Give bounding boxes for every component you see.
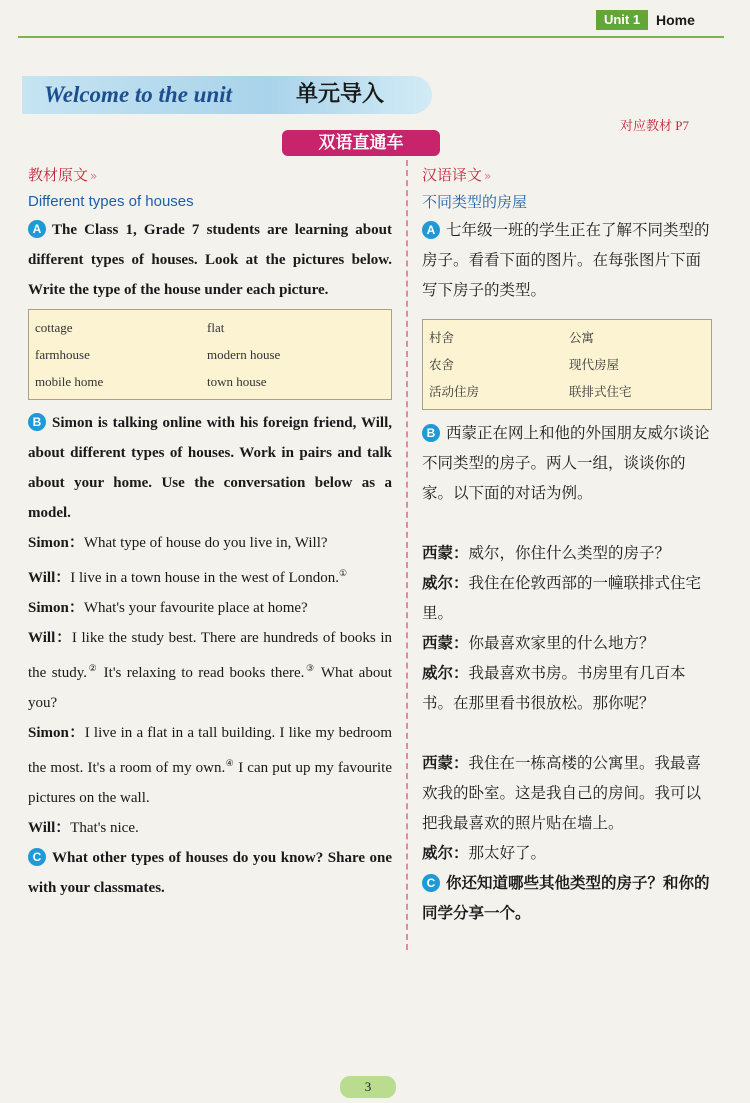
chinese-column — [422, 160, 712, 928]
line-text: I like the study best. There are hundreds of books in the study. — [28, 630, 392, 681]
speaker: Will： — [28, 570, 71, 586]
dialogue-line — [422, 568, 712, 628]
title-english: Welcome to the unit — [44, 82, 233, 107]
line-text: 我最喜欢书房。书房里有几百本书。在那里看书很放松。那你呢？ — [422, 664, 686, 712]
dialogue-line — [28, 593, 392, 623]
dialogue-line — [422, 628, 712, 658]
page-number: 3 — [340, 1076, 396, 1098]
letter-a-icon: A — [422, 221, 440, 239]
vocab-box-chinese — [422, 319, 712, 410]
line-text: What about you? — [28, 665, 393, 711]
note-marker: ② — [86, 663, 99, 673]
note-marker: ① — [338, 568, 348, 578]
line-text: I can put up my favourite pictures on the wall. — [28, 760, 393, 806]
dialogue-line — [28, 558, 392, 593]
dialogue-line — [422, 838, 712, 868]
task-c-text: What other types of houses do you know? Share one with your classmates. — [28, 850, 392, 896]
section-heading-original — [28, 162, 392, 189]
letter-b-icon: B — [28, 413, 46, 431]
vocab-item: flat — [207, 320, 225, 335]
dialogue-line — [28, 718, 392, 813]
line-text: 那太好了。 — [468, 844, 547, 862]
speaker: 威尔： — [422, 664, 469, 682]
task-a-english — [28, 215, 392, 305]
task-b-text: Simon is talking online with his foreign friend, Will, about different types of houses. Work in pairs and talk about your home. Use the conversation below as a model. — [28, 415, 392, 521]
speaker: 西蒙： — [422, 634, 469, 652]
bilingual-pill: 双语直通车 — [282, 130, 440, 156]
textbook-reference: 对应教材 P7 — [620, 118, 689, 133]
title-chinese: 单元导入 — [296, 82, 385, 107]
subtitle-chinese: 不同类型的房屋 — [422, 193, 528, 211]
speaker: Simon： — [28, 535, 84, 551]
subtitle-english: Different types of houses — [28, 193, 194, 210]
vocab-item: 联排式住宅 — [569, 384, 632, 399]
speaker: Will： — [28, 630, 72, 646]
task-c-text: 你还知道哪些其他类型的房子？和你的同学分享一个。 — [422, 874, 710, 922]
speaker: Simon： — [28, 725, 85, 741]
english-column — [28, 160, 392, 903]
line-text: 我住在伦敦西部的一幢联排式住宅里。 — [422, 574, 702, 622]
line-text: 我住在一栋高楼的公寓里。我最喜欢我的卧室。这是我自己的房间。我可以把我最喜欢的照片贴在墙上。 — [422, 754, 702, 832]
line-text: What type of house do you live in, Will? — [83, 535, 328, 551]
vocab-item: mobile home — [35, 374, 104, 389]
line-text: It's relaxing to read books there. — [103, 665, 305, 681]
speaker: Will： — [28, 820, 71, 836]
task-b-text: 西蒙正在网上和他的外国朋友威尔谈论不同类型的房子。两人一组，谈谈你的家。以下面的对话为例。 — [422, 424, 710, 502]
task-b-english — [28, 408, 392, 528]
section-heading-text: 汉语译文 — [422, 166, 483, 184]
letter-b-icon: B — [422, 424, 440, 442]
vocab-item: cottage — [35, 320, 73, 335]
section-heading-text: 教材原文 — [28, 166, 89, 184]
dialogue-line — [422, 658, 712, 718]
line-text: 你最喜欢家里的什么地方？ — [468, 634, 655, 652]
speaker: 西蒙： — [422, 754, 469, 772]
letter-c-icon: C — [28, 848, 46, 866]
line-text: That's nice. — [70, 820, 139, 836]
header-rule — [18, 36, 724, 38]
vocab-item: 公寓 — [569, 330, 595, 345]
vocab-item: town house — [207, 374, 267, 389]
task-a-text: 七年级一班的学生正在了解不同类型的房子。看看下面的图片。在每张图片下面写下房子的类型。 — [422, 221, 710, 299]
dialogue-chinese — [422, 538, 712, 868]
task-a-text: The Class 1, Grade 7 students are learning about different types of houses. Look at the pictures below. Write the type of the house under each picture. — [28, 222, 392, 298]
speaker: 威尔： — [422, 574, 469, 592]
vocab-item: 现代房屋 — [569, 357, 620, 372]
vocab-box-english — [28, 309, 392, 400]
letter-c-icon: C — [422, 874, 440, 892]
speaker: 西蒙： — [422, 544, 469, 562]
dialogue-line — [28, 813, 392, 843]
unit-badge: Unit 1 — [596, 10, 648, 30]
dialogue-line — [422, 748, 712, 838]
vocab-item: 村舍 — [429, 330, 455, 345]
task-c-chinese — [422, 868, 712, 928]
dialogue-line — [28, 528, 392, 558]
chevron-icon: » — [484, 169, 492, 183]
task-c-english — [28, 843, 392, 903]
unit-name: Home — [656, 12, 695, 28]
dialogue-english — [28, 528, 392, 843]
letter-a-icon: A — [28, 220, 46, 238]
note-marker: ③ — [304, 663, 316, 673]
column-divider — [406, 160, 408, 950]
task-b-chinese — [422, 418, 712, 508]
vocab-item: farmhouse — [35, 347, 90, 362]
line-text: What's your favourite place at home? — [83, 600, 308, 616]
chevron-icon: » — [90, 169, 98, 183]
dialogue-line — [28, 623, 392, 718]
vocab-item: modern house — [207, 347, 281, 362]
task-a-chinese — [422, 215, 712, 305]
line-text: I live in a flat in a tall building. I like my bedroom the most. It's a room of my own. — [28, 725, 392, 776]
vocab-item: 农舍 — [429, 357, 455, 372]
dialogue-line — [422, 538, 712, 568]
line-text: 威尔，你住什么类型的房子？ — [468, 544, 671, 562]
speaker: Simon： — [28, 600, 84, 616]
vocab-item: 活动住房 — [429, 384, 480, 399]
speaker: 威尔： — [422, 844, 469, 862]
note-marker: ④ — [225, 758, 235, 768]
section-heading-translation — [422, 162, 712, 189]
line-text: I live in a town house in the west of London. — [70, 570, 339, 586]
